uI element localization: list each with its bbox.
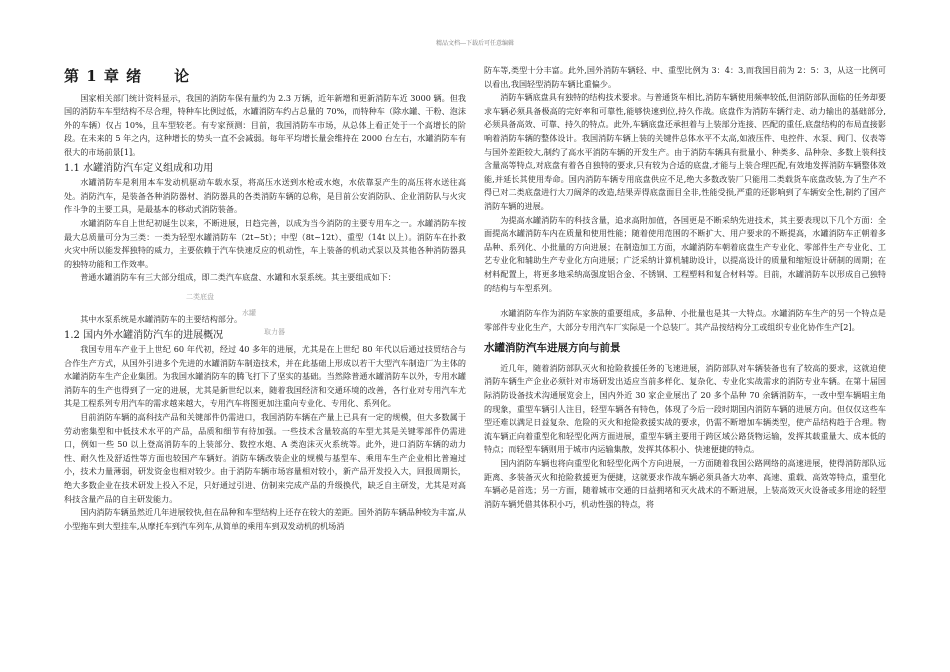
section-heading-1-1: 1.1 水罐消防汽车定义组成和功用 bbox=[64, 162, 214, 174]
paragraph: 消防车辆底盘具有独特的结构技术要求。与普通货车相比,消防车辆使用频率较低,但消防部队面临的任务却要求车辆必须具备极高的完好率和可靠性,能够快速到位,持久作战。底盘作为消防车辆行走、动力输出的基础部分,必须具备高效、可靠、持久的特点。此外,车辆底盘还承担着与上装部分连接、匹配的重任,底盘结构的布局直接影响着消防车辆的整体设计。我国消防车辆上装的关键件总体水平不太高,如液压件、电控件、水泵、阀门、仪表等与国外差距较大,制约了高水平消防车辆的开发生产。由于消防车辆具有批量小、种类多、品种杂、多数上装科技含量高等特点,对底盘有着各自独特的要求,只有较为合适的底盘,才能与上装合理匹配,有效地发挥消防车辆整体效能,并延长其使用寿命。国内消防车辆专用底盘供应不足,绝大多数改装厂只能用二类载货车底盘改装,为了生产不得已对二类底盘进行大刀阔斧的改造,结果弄得底盘面目全非,性能受损,严重的还影响到了车辆安全性,制约了国产消防车辆的进展。 bbox=[484, 92, 886, 211]
paragraph: 近几年，随着消防部队灭火和抢险救援任务的飞速进展，消防部队对车辆装备也有了较高的要求，这就迫使消防车辆生产企业必须针对市场研发出适应当前多样化、复杂化、专业化实战需求的消防专业车辆。在第十届国际消防设备技术沟通展览会上，国内外近 30 家企业展出了 20 多个品种 70 余辆消防车，一改中型车辆唱主角的现象，重型车辆引人注目，轻型车辆各有特色，体现了今后一段时期国内消防车辆的进展方向。但仅仅这些车型还难以满足日益复杂、危险的灭火和抢险救援实战的要求，仍需不断增加车辆类型，使产品结构趋于合理。物流车辆正向着重型化和轻型化两方面进展，重型车辆主要用于跨区域公路货物运输，发挥其载重量大、成本低的特点；而轻型车辆则用于城市内运输集散，发挥其体积小、快速便捷的特点。 bbox=[484, 362, 886, 455]
diagram-label-tank: 水罐 bbox=[242, 308, 256, 317]
paragraph: 为提高水罐消防车的科技含量，追求高附加值，各国更是不断采纳先进技术，其主要表现以下几个方面：全面提高水罐消防车内在质量和使用性能；随着使用范围的不断扩大、用户要求的不断提高，水罐消防车正朝着多品种、系列化、小批量的方向进展；在制造加工方面，水罐消防车朝着底盘生产专业化、零部件生产专业化、工艺专业化和辅助生产专业化方向进展；广泛采纳计算机辅助设计，以提高设计的质量和缩短设计研制的周期；在材料配置上，将更多地采纳高强度铝合金、不锈钢、工程塑料和复合材料等。目前，水罐消防车以形成自己独特的结构与车型系列。 bbox=[484, 214, 886, 293]
section-heading-1-2 bbox=[64, 329, 466, 343]
composition-diagram bbox=[64, 285, 466, 317]
diagram-label-chassis: 二类底盘 bbox=[186, 292, 214, 301]
left-column bbox=[64, 64, 466, 533]
paragraph: 国内消防车辆虽然近几年进展较快,但在品种和车型结构上还存在较大的差距。国外消防车辆品种较为丰富,从小型拖车到大型挂车,从摩托车到汽车列车,从简单的乘用车到双发动机的机场消 bbox=[64, 507, 466, 531]
paragraph: 水罐消防车是利用本车发动机驱动车载水泵，将高压水送到水枪或水炮，水依靠泵产生的高压将水送往高处。消防汽车，是装备各种消防器材、消防器具的各类消防车辆的总称，是目前公安消防队、企业消防队与火灾作斗争的主要工具，是最基本的移动式消防装备。 bbox=[64, 177, 466, 215]
chapter-title: 第 1 章 绪 论 bbox=[64, 67, 191, 85]
section-heading-trend: 水罐消防汽车进展方向与前景 bbox=[484, 342, 621, 355]
paragraph: 国内消防车辆也将向重型化和轻型化两个方向进展，一方面随着我国公路网络的高速进展，使得消防部队远距离、多装备灭火和抢险救援更为便捷，这就要求作战车辆必须具备大功率、高速、重载、高效等特点，重型化车辆必是首选；另一方面，随着城市交通的日益拥堵和灭火战术的不断进展，上装高效灭火设备或多用途的轻型消防车辆凭借其体积小巧，机动性强的特点，将 bbox=[484, 458, 886, 509]
paragraph: 国家相关部门统计资料显示，我国的消防车保有量约为 2.3 万辆，近年新增和更新消防车近 3000 辆。但我国的消防车车型结构不尽合理，特种车比例过低，水罐消防车约占总量的 70%，而特种车（除水罐、干粉、泡沫外的车辆）仅占 10%，且车型较老。有专家预测：目前，我国消防车市场，从总体上看正处于一个高增长的阶段。在未来的 5 年之内，这种增长的势头一直不会减弱。每年平均增长量会维持在 2000 台左右，水罐消防车有很大的市场前景[1]。 bbox=[64, 92, 466, 157]
paragraph: 防车等,类型十分丰富。此外,国外消防车辆轻、中、重型比例为 3：4：3,而我国目前为 2：5：3，从这一比例可以看出,我国轻型消防车辆比重偏少。 bbox=[484, 65, 886, 89]
paragraph: 水罐消防车自上世纪初诞生以来，不断进展，日趋完善，以成为当今消防的主要专用车之一。水罐消防车按最大总质量可分为三类：一类为轻型水罐消防车（2t~5t）；中型（8t~12t）、重型（14t 以上）。消防车在扑救火灾中所以能发挥独特的威力，主要依赖于汽车快速反应的机动性，车上装备的机动式泵以及其他各种消防器具的独特功能和工作效率。 bbox=[64, 217, 466, 269]
right-column bbox=[484, 64, 886, 511]
paragraph: 目前消防车辆的高科技产品和关键部件仍需进口，我国消防车辆在产量上已具有一定的规模，但大多数属于劳动密集型和中低技术水平的产品，品质和细节有待加强。一些技术含量较高的车型尤其是关键零部件仍需进口，例如一些 50 以上登高消防车的上装部分、数控水炮、A 类泡沫灭火系统等。此外，进口消防车辆的动力性、耐久性及舒适性等方面也较国产车辆好。消防车辆改装企业的规模与基型车、乘用车生产企业相比普遍过小，技术力量薄弱，研发资金也相对较少。由于消防车辆市场容量相对较小，新产品开发投入大，回报周期长，绝大多数企业在技术研发上投入不足，只好通过引进、仿制来完成产品的升级换代，缺乏自主研发，尤其是对高科技含量产品的自主研发能力。 bbox=[64, 412, 466, 504]
paragraph: 我国专用车产业于上世纪 60 年代初，经过 40 多年的进展，尤其是在上世纪 80 年代以后通过技贸结合与合作生产方式，从国外引进多个先进的水罐消防车制造技术，并在此基础上形成以若干大型汽车制造厂为主体的水罐消防车生产企业集团。为我国水罐消防车的腾飞打下了坚实的基础。当然除普通水罐消防车以外，专用水罐消防车的生产也得到了一定的进展，尤其是新世纪以来，随着我国经济和交通环境的改善，各行业对专用汽车尤其是工程系列专用汽车的需求越来越大，专用汽车将图更加注重向专业化、专用化、系列化。 bbox=[64, 344, 466, 409]
section-heading-text: 1.2 国内外水罐消防汽车的进展概况 bbox=[64, 329, 224, 341]
spacer bbox=[484, 295, 886, 307]
paragraph: 普通水罐消防车有三大部分组成，即二类汽车底盘、水罐和水泵系统。其主要组成如下： bbox=[80, 272, 396, 283]
diagram-label-pto: 取力器 bbox=[264, 327, 285, 336]
page-header: 精品文档---下载后可任意编辑 bbox=[435, 40, 515, 47]
paragraph: 水罐消防车作为消防车家族的重要组成，多品种、小批量也是其一大特点。水罐消防车生产的另一个特点是零部件专业化生产，大部分专用汽车厂实际是一个总装厂。其产品按结构分工或组织专业化协作生产[2]。 bbox=[484, 308, 886, 332]
paragraph: 其中水泵系统是水罐消防车的主要结构部分。 bbox=[80, 313, 243, 324]
